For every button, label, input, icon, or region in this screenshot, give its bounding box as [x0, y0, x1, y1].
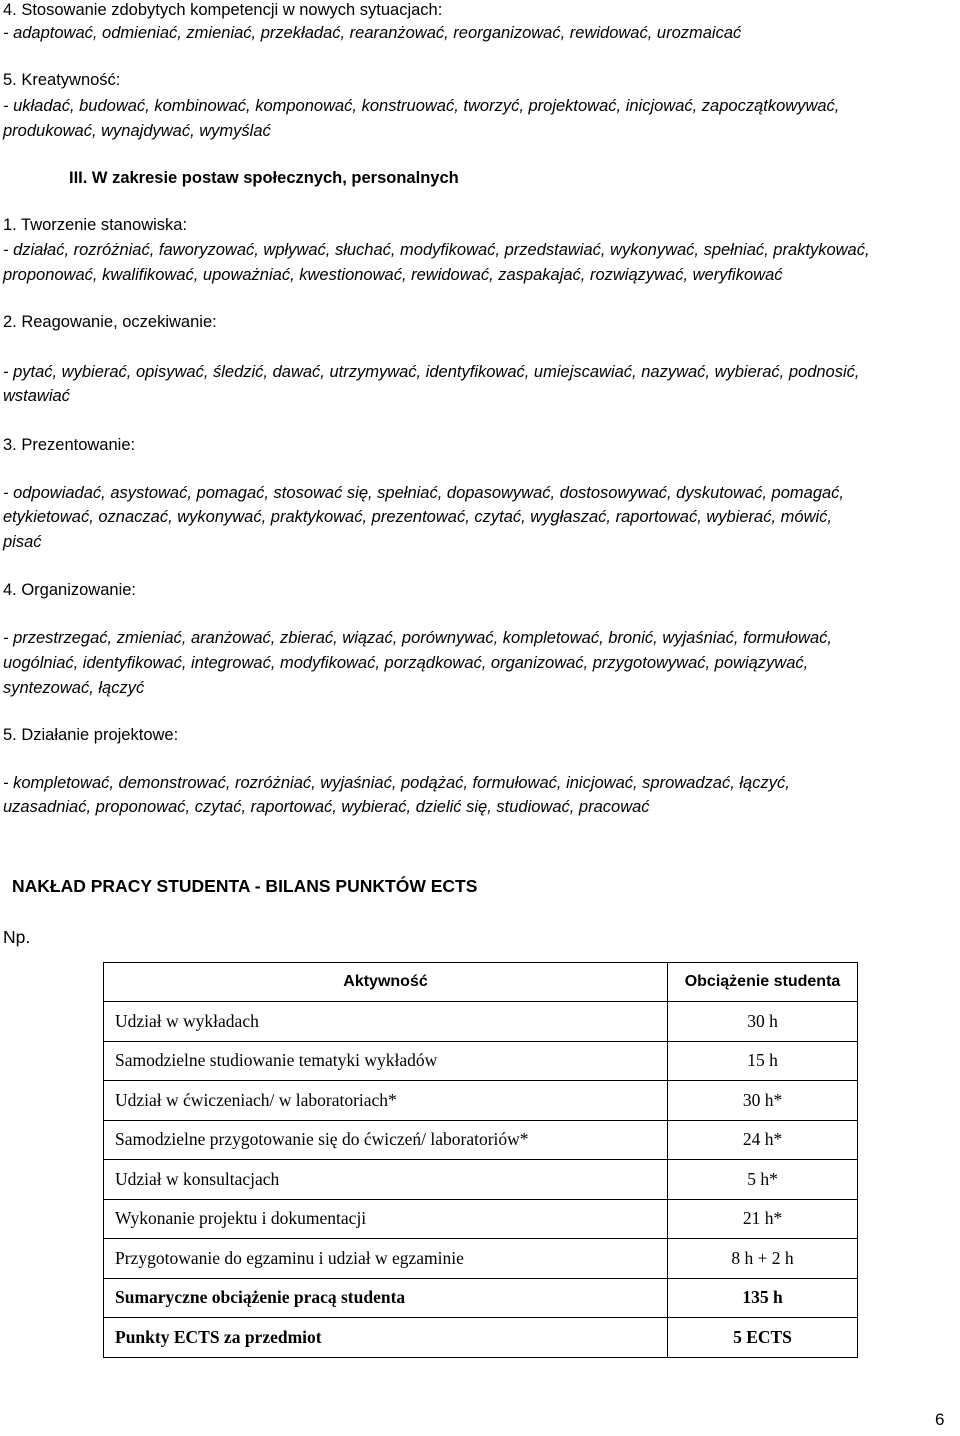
activity-cell: Udział w ćwiczeniach/ w laboratoriach* [104, 1081, 668, 1121]
workload-cell: 15 h [668, 1041, 858, 1081]
activity-cell: Udział w wykładach [104, 1002, 668, 1042]
section-4-heading: 4. Stosowanie zdobytych kompetencji w nowych sytuacjach: [3, 1, 443, 19]
point-5-verbs-line2: uzasadniać, proponować, czytać, raportować, wybierać, dzielić się, studiować, pracować [3, 798, 650, 816]
activity-cell: Wykonanie projektu i dokumentacji [104, 1199, 668, 1239]
workload-cell: 21 h* [668, 1199, 858, 1239]
section-5-verbs-line2: produkować, wynajdywać, wymyślać [3, 122, 271, 140]
point-5-heading: 5. Działanie projektowe: [3, 726, 179, 744]
point-4-heading: 4. Organizowanie: [3, 581, 136, 599]
workload-cell: 135 h [668, 1278, 858, 1318]
activity-cell: Udział w konsultacjach [104, 1160, 668, 1200]
table-row [104, 1081, 858, 1121]
point-2-verbs-line1: - pytać, wybierać, opisywać, śledzić, dawać, utrzymywać, identyfikować, umiejscawiać, nazywać, wybierać, podnosić, [3, 363, 860, 381]
point-4-verbs-line1: - przestrzegać, zmieniać, aranżować, zbierać, wiązać, porównywać, kompletować, bronić, wyjaśniać, formułować, [3, 629, 832, 647]
point-2-heading: 2. Reagowanie, oczekiwanie: [3, 313, 217, 331]
table-row [104, 1041, 858, 1081]
point-3-heading: 3. Prezentowanie: [3, 436, 136, 454]
point-1-verbs-line2: proponować, kwalifikować, upoważniać, kwestionować, rewidować, zaspakajać, rozwiązywać, weryfikować [3, 266, 783, 284]
activity-cell: Sumaryczne obciążenie pracą studenta [104, 1278, 668, 1318]
table-row [104, 1002, 858, 1042]
section-5-heading: 5. Kreatywność: [3, 71, 121, 89]
point-5-verbs-line1: - kompletować, demonstrować, rozróżniać, wyjaśniać, podążać, formułować, inicjować, sprowadzać, łączyć, [3, 774, 790, 792]
point-3-verbs-line2: etykietować, oznaczać, wykonywać, praktykować, prezentować, czytać, wygłaszać, raportować, wybierać, mówić, [3, 508, 832, 526]
workload-cell: 30 h* [668, 1081, 858, 1121]
workload-cell: 5 ECTS [668, 1318, 858, 1358]
workload-cell: 24 h* [668, 1120, 858, 1160]
point-4-verbs-line3: syntezować, łączyć [3, 679, 145, 697]
workload-cell: 5 h* [668, 1160, 858, 1200]
section-iii-title: III. W zakresie postaw społecznych, personalnych [69, 169, 459, 187]
page-number: 6 [935, 1410, 945, 1429]
example-label: Np. [3, 927, 31, 947]
column-header-activity: Aktywność [104, 963, 668, 1002]
activity-cell: Przygotowanie do egzaminu i udział w egzaminie [104, 1239, 668, 1279]
table-row [104, 1199, 858, 1239]
workload-cell: 8 h + 2 h [668, 1239, 858, 1279]
activity-cell: Punkty ECTS za przedmiot [104, 1318, 668, 1358]
section-4-verbs: - adaptować, odmieniać, zmieniać, przekładać, rearanżować, reorganizować, rewidować, urozmaicać [3, 24, 742, 42]
activity-cell: Samodzielne studiowanie tematyki wykładów [104, 1041, 668, 1081]
point-1-heading: 1. Tworzenie stanowiska: [3, 216, 188, 234]
point-1-verbs-line1: - działać, rozróżniać, faworyzować, wpływać, słuchać, modyfikować, przedstawiać, wykonywać, spełniać, praktykować, [3, 241, 870, 259]
section-5-verbs-line1: - układać, budować, kombinować, komponować, konstruować, tworzyć, projektować, inicjować, zapoczątkowywać, [3, 97, 840, 115]
column-header-workload: Obciążenie studenta [668, 963, 858, 1002]
activity-cell: Samodzielne przygotowanie się do ćwiczeń/ laboratoriów* [104, 1120, 668, 1160]
workload-cell: 30 h [668, 1002, 858, 1042]
ects-points-row [104, 1318, 858, 1358]
point-4-verbs-line2: uogólniać, identyfikować, integrować, modyfikować, porządkować, organizować, przygotowywać, powiązywać, [3, 654, 809, 672]
workload-table [103, 962, 858, 1358]
point-3-verbs-line1: - odpowiadać, asystować, pomagać, stosować się, spełniać, dopasowywać, dostosowywać, dyskutować, pomagać, [3, 484, 845, 502]
table-row [104, 1160, 858, 1200]
point-3-verbs-line3: pisać [3, 533, 42, 551]
ects-section-title: NAKŁAD PRACY STUDENTA - BILANS PUNKTÓW ECTS [12, 876, 478, 896]
table-row [104, 1120, 858, 1160]
point-2-verbs-line2: wstawiać [3, 387, 70, 405]
table-header-row [104, 963, 858, 1002]
total-workload-row [104, 1278, 858, 1318]
table-row [104, 1239, 858, 1279]
